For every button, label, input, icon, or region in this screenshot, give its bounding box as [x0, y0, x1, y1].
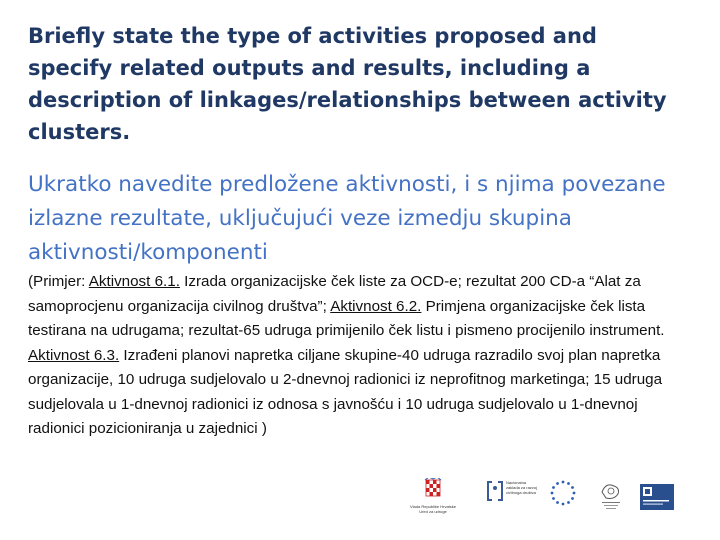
- example-text-2: Izrada organizacijske ček liste za OCD-e; rezultat 200 CD-a “Alat za samoprocjenu organizacija civilnog društva”;: [28, 273, 641, 315]
- foundation-logo-label: Nacionalna zaklada za razvoj civilnoga društva: [506, 480, 537, 495]
- bracket-icon: [486, 480, 504, 502]
- foundation-logo: [486, 478, 536, 518]
- eu-logo: [548, 478, 578, 518]
- dove-icon: [596, 478, 626, 512]
- example-text-4: Izrađeni planovi napretka ciljane skupine-40 udruga razradilo svoj plan napretka organizacije, 10 udruga sudjelovalo u 2-dnevnoj radionici iz neprofitnog marketinga; 15 udruga sudjelovala u 1-dnevnoj radionici iz odnosa s javnošću i 10 udruga sudjelovalo u 1-dnevnoj radionici pozicioniranja u zajednici ): [28, 346, 663, 437]
- slide-heading: Briefly state the type of activities proposed and specify related outputs and results, including a description of linkages/relationships between activity clusters.: [28, 24, 667, 144]
- sponsor-logos: [408, 478, 688, 520]
- government-logo-label: Vlada Republike Hrvatske Ured za udruge: [409, 504, 457, 514]
- activity-link-6-2[interactable]: Aktivnost 6.2.: [330, 297, 422, 315]
- government-logo: [408, 478, 458, 518]
- example-text-1: (Primjer:: [28, 273, 89, 290]
- example-paragraph: [28, 270, 688, 442]
- cci-logo: [640, 478, 674, 518]
- activity-link-6-3[interactable]: Aktivnost 6.3.: [28, 346, 120, 364]
- mission-logo: [596, 478, 626, 518]
- eu-stars-icon: [548, 478, 578, 508]
- cci-box-icon: [640, 484, 674, 510]
- activity-link-6-1[interactable]: Aktivnost 6.1.: [88, 273, 180, 290]
- example-text-3: Primjena organizacijske ček lista testirana na udrugama; rezultat-65 udruga primijenilo ček listu i pismeno procijenilo instrument.: [28, 297, 665, 339]
- slide-subheading: Ukratko navedite predložene aktivnosti, i s njima povezane izlazne rezultate, uključujući veze izmedju skupina aktivnosti/komponenti: [28, 172, 666, 265]
